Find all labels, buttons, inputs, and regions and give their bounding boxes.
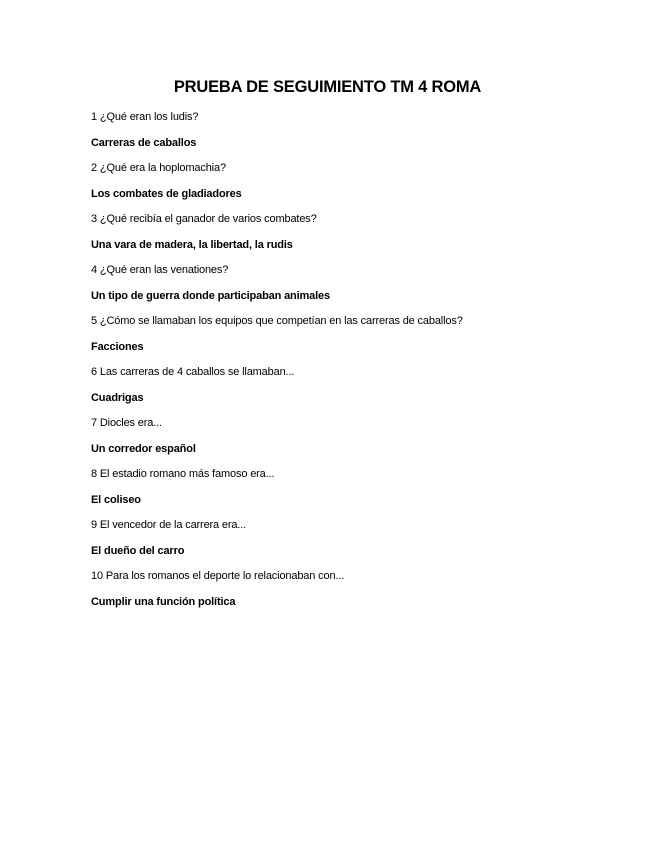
answer-text: Cuadrigas xyxy=(91,391,144,404)
answer-text: Carreras de caballos xyxy=(91,136,197,149)
question-text: 5 ¿Cómo se llamaban los equipos que competían en las carreras de caballos? xyxy=(91,315,463,327)
question-text: 9 El vencedor de la carrera era... xyxy=(91,519,247,531)
answer-text: Los combates de gladiadores xyxy=(91,187,242,200)
answer-text: Facciones xyxy=(91,340,144,353)
question-text: 8 El estadio romano más famoso era... xyxy=(91,468,275,480)
answer-text: El coliseo xyxy=(91,493,141,506)
document-title xyxy=(0,78,655,97)
answer-text: Una vara de madera, la libertad, la rudis xyxy=(91,238,293,251)
answer-text: El dueño del carro xyxy=(91,544,185,557)
question-text: 6 Las carreras de 4 caballos se llamaban... xyxy=(91,366,295,378)
question-text: 10 Para los romanos el deporte lo relacionaban con... xyxy=(91,570,345,582)
answer-text: Cumplir una función política xyxy=(91,595,236,608)
answer-text: Un corredor español xyxy=(91,442,196,455)
question-text: 2 ¿Qué era la hoplomachia? xyxy=(91,162,226,174)
answer-text: Un tipo de guerra donde participaban animales xyxy=(91,289,330,302)
question-text: 7 Diocles era... xyxy=(91,417,162,429)
question-list xyxy=(91,110,463,620)
document-title-text: PRUEBA DE SEGUIMIENTO TM 4 ROMA xyxy=(173,78,482,96)
question-text: 1 ¿Qué eran los ludis? xyxy=(91,111,199,123)
question-text: 4 ¿Qué eran las venationes? xyxy=(91,264,229,276)
question-text: 3 ¿Qué recibía el ganador de varios combates? xyxy=(91,213,317,225)
